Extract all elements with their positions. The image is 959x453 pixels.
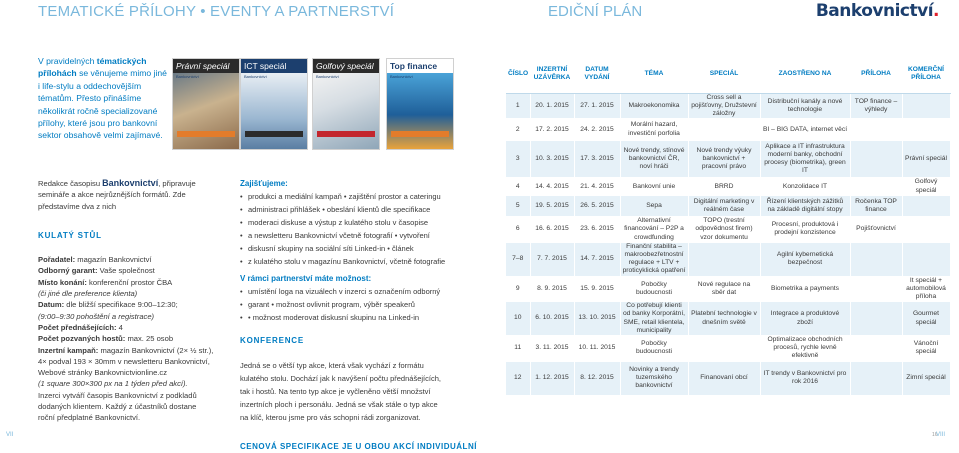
cover-logo: Bankovnictví bbox=[316, 74, 339, 79]
konference-text bbox=[240, 359, 498, 424]
kulaty-stul-row bbox=[38, 378, 228, 389]
partnerstvi-item: • garant • možnost ovlivnit program, výběr speakerů bbox=[240, 298, 498, 311]
table-cell: 3 bbox=[506, 141, 530, 178]
row-text: magazín Bankovnictví (2× ½ str.), bbox=[98, 345, 214, 355]
header-edicni-plan: EDIČNÍ PLÁN bbox=[548, 3, 643, 20]
table-cell: 12 bbox=[506, 361, 530, 395]
table-cell: Ročenka TOP finance bbox=[850, 196, 902, 217]
page-marker-right: VIII bbox=[936, 432, 946, 438]
row-text: 4 bbox=[116, 322, 123, 332]
kulaty-stul-row bbox=[38, 345, 228, 356]
table-cell: Zimní speciál bbox=[902, 361, 950, 395]
table-cell: 9 bbox=[506, 276, 530, 302]
logo bbox=[816, 1, 939, 21]
cover-banner bbox=[177, 131, 235, 137]
table-cell: 17. 3. 2015 bbox=[574, 141, 620, 178]
table-cell: 23. 6. 2015 bbox=[574, 217, 620, 243]
cover-banner bbox=[245, 131, 303, 137]
kulaty-stul-row bbox=[38, 356, 228, 367]
kulaty-stul-row bbox=[38, 288, 228, 299]
table-cell: Finanční stabilita – makroobezřetnostní regulace + LTV + proticyklická opatření bbox=[620, 242, 688, 276]
table-cell: 11 bbox=[506, 335, 530, 361]
partnerstvi-list bbox=[240, 285, 498, 324]
zajistujeme-item: • produkci a mediální kampaň • zajištění prostor a cateringu bbox=[240, 190, 498, 203]
table-cell bbox=[902, 217, 950, 243]
konference-line: Jedná se o větší typ akce, která však vychází z formátu bbox=[240, 361, 424, 370]
table-cell: Novinky a trendy tuzemského bankovnictví bbox=[620, 361, 688, 395]
kulaty-stul-row bbox=[38, 299, 228, 310]
table-cell: Pobočky budoucnosti bbox=[620, 335, 688, 361]
table-cell: BRRD bbox=[688, 178, 760, 196]
cenova-specifikace: CENOVÁ SPECIFIKACE JE U OBOU AKCÍ INDIVIDUÁLNÍ bbox=[240, 442, 477, 451]
editorial-prefix: Redakce časopisu bbox=[38, 179, 103, 188]
table-cell bbox=[902, 93, 950, 119]
table-cell: 17. 2. 2015 bbox=[530, 119, 574, 141]
table-cell: 27. 1. 2015 bbox=[574, 93, 620, 119]
logo-dot: . bbox=[933, 1, 939, 21]
table-cell: Digitální marketing v reálném čase bbox=[688, 196, 760, 217]
offer-section bbox=[240, 178, 498, 453]
row-text: konferenční prostor ČBA bbox=[86, 277, 173, 287]
table-cell bbox=[688, 335, 760, 361]
row-text: roční předplatné Bankovnictví. bbox=[38, 413, 141, 423]
row-label: Místo konání: bbox=[38, 277, 87, 287]
table-cell: 4 bbox=[506, 178, 530, 196]
kulaty-stul-row bbox=[38, 322, 228, 333]
row-text: 4× podval 193 × 30mm v newsletteru Bankovnictví, bbox=[38, 356, 210, 366]
zajistujeme-item: • z kulatého stolu v magazínu Bankovnictví, včetně fotografie bbox=[240, 255, 498, 268]
editorial-suffix: , připravuje semináře a akce nejrůznějších formátů. Zde představíme dva z nich bbox=[38, 179, 196, 211]
konference-heading: KONFERENCE bbox=[240, 336, 305, 345]
table-cell: Nové trendy, stínové bankovnictví ČR, noví hráči bbox=[620, 141, 688, 178]
table-header-cell: PŘÍLOHA bbox=[850, 56, 902, 93]
row-text: Vaše společnost bbox=[97, 266, 155, 276]
kulaty-stul-row bbox=[38, 333, 228, 344]
table-row bbox=[506, 178, 950, 196]
partnerstvi-heading: V rámci partnerství máte možnost: bbox=[240, 274, 372, 283]
zajistujeme-item: • administraci přihlášek • obeslání klientů dle specifikace bbox=[240, 203, 498, 216]
cover-banner bbox=[317, 131, 375, 137]
table-row bbox=[506, 302, 950, 336]
table-header-cell: DATUM VYDÁNÍ bbox=[574, 56, 620, 93]
table-cell: Vánoční speciál bbox=[902, 335, 950, 361]
table-cell bbox=[850, 276, 902, 302]
table-row bbox=[506, 361, 950, 395]
table-cell bbox=[902, 196, 950, 217]
intro-line2: se věnujeme mimo jiné i life-stylu a oddechovějším tématům. Přesto přinášíme několikrát ročně specializované přílohy, které jsou pro bankovní sektor obsahově velmi zajímavé. bbox=[38, 68, 167, 141]
row-text: Webové stránky Bankovnictvionline.cz bbox=[38, 368, 168, 378]
table-header-row bbox=[506, 56, 950, 93]
table-cell: 20. 1. 2015 bbox=[530, 93, 574, 119]
table-row bbox=[506, 119, 950, 141]
intro-bold: tématických přílohách bbox=[38, 56, 147, 79]
cover-title: ICT speciál bbox=[241, 59, 307, 73]
cover-top-finance bbox=[386, 58, 454, 150]
kulaty-stul-row bbox=[38, 412, 228, 423]
row-label: Počet pozvaných hostů: bbox=[38, 334, 126, 344]
cover-logo: Bankovnictví bbox=[390, 74, 413, 79]
table-cell bbox=[688, 242, 760, 276]
row-label: Odborný garant: bbox=[38, 266, 98, 276]
cover-image bbox=[387, 73, 453, 149]
cover-golfovy-special bbox=[312, 58, 380, 150]
table-cell: 1. 12. 2015 bbox=[530, 361, 574, 395]
table-cell: Bankovní unie bbox=[620, 178, 688, 196]
kulaty-stul-row bbox=[38, 401, 228, 412]
table-cell: 14. 7. 2015 bbox=[574, 242, 620, 276]
table-cell: 14. 4. 2015 bbox=[530, 178, 574, 196]
konference-line: kulatého stolu. Dochází jak k navýšení počtu přednášejících, bbox=[240, 374, 441, 383]
kulaty-stul-row bbox=[38, 367, 228, 378]
row-text: (1 square 300×300 px na 1 týden před akcí). bbox=[38, 379, 188, 389]
konference-line: na klíč, kterou jsme pro vás schopni rádi zorganizovat. bbox=[240, 413, 421, 422]
table-header-cell: INZERTNÍ UZÁVĚRKA bbox=[530, 56, 574, 93]
row-label: Inzertní kampaň: bbox=[38, 345, 99, 355]
konference-line: tak i hostů. Na tento typ akce je vyčleněno větší množství bbox=[240, 387, 431, 396]
table-cell: Alternativní financování – P2P a crowdfunding bbox=[620, 217, 688, 243]
table-cell bbox=[902, 242, 950, 276]
kulaty-stul-details bbox=[38, 254, 228, 423]
row-text: magazín Bankovnictví bbox=[75, 255, 152, 265]
row-label: Počet přednášejících: bbox=[38, 322, 117, 332]
row-text: (9:00–9:30 pohoštění a registrace) bbox=[38, 311, 155, 321]
table-row bbox=[506, 242, 950, 276]
row-text: dle bližší specifikace 9:00–12:30; bbox=[64, 300, 178, 310]
table-cell: Biometrika a payments bbox=[760, 276, 850, 302]
table-cell bbox=[902, 119, 950, 141]
table-row bbox=[506, 217, 950, 243]
table-cell: BI – BIG DATA, internet věcí bbox=[760, 119, 850, 141]
row-text: (či jiné dle preference klienta) bbox=[38, 289, 138, 299]
page-marker-left: VII bbox=[6, 432, 14, 438]
table-cell: 8. 12. 2015 bbox=[574, 361, 620, 395]
table-cell: 10. 3. 2015 bbox=[530, 141, 574, 178]
table-cell: Aplikace a IT infrastruktura moderní banky, obchodní procesy (biometrika), green IT bbox=[760, 141, 850, 178]
table-cell: 10. 11. 2015 bbox=[574, 335, 620, 361]
table-cell: 1 bbox=[506, 93, 530, 119]
table-cell bbox=[688, 119, 760, 141]
cover-title: Golfový speciál bbox=[313, 59, 379, 73]
table-cell: IT trendy v Bankovnictví pro rok 2016 bbox=[760, 361, 850, 395]
table-cell: Gourmet speciál bbox=[902, 302, 950, 336]
table-cell bbox=[850, 361, 902, 395]
table-cell bbox=[850, 178, 902, 196]
table-cell: Pojišťovnictví bbox=[850, 217, 902, 243]
table-cell: Řízení klientských zážitků na základě digitální stopy bbox=[760, 196, 850, 217]
table-cell: Cross sell a pojišťovny, Družstevní záložny bbox=[688, 93, 760, 119]
intro-line1: V pravidelných bbox=[38, 56, 95, 66]
kulaty-stul-row bbox=[38, 265, 228, 276]
table-row bbox=[506, 196, 950, 217]
table-cell: 2 bbox=[506, 119, 530, 141]
table-cell: TOP finance – výhledy bbox=[850, 93, 902, 119]
zajistujeme-item: • moderaci diskuse a výstup z kulatého stolu v časopise bbox=[240, 216, 498, 229]
table-cell: 8. 9. 2015 bbox=[530, 276, 574, 302]
kulaty-stul-row bbox=[38, 277, 228, 288]
cover-banner bbox=[391, 131, 449, 137]
table-cell: 6. 10. 2015 bbox=[530, 302, 574, 336]
table-cell: Golfový speciál bbox=[902, 178, 950, 196]
row-text: dodaných klientem. Každý z účastníků dostane bbox=[38, 402, 197, 412]
table-cell: Nové trendy výuky bankovnictví + pracovní právo bbox=[688, 141, 760, 178]
table-cell: 15. 9. 2015 bbox=[574, 276, 620, 302]
kulaty-stul-heading: KULATÝ STŮL bbox=[38, 230, 102, 240]
cover-logo: Bankovnictví bbox=[176, 74, 199, 79]
table-cell: 10 bbox=[506, 302, 530, 336]
cover-pravni-special bbox=[172, 58, 240, 150]
cover-title: Právní speciál bbox=[173, 59, 239, 73]
intro-text bbox=[38, 55, 170, 142]
kulaty-stul-row bbox=[38, 311, 228, 322]
table-header-cell: ČÍSLO bbox=[506, 56, 530, 93]
table-cell: Právní speciál bbox=[902, 141, 950, 178]
table-cell: 26. 5. 2015 bbox=[574, 196, 620, 217]
table-cell: 3. 11. 2015 bbox=[530, 335, 574, 361]
table-cell: Co potřebují klienti od banky Korporátní, SME, retail klientela, municipality bbox=[620, 302, 688, 336]
table-cell: Nové regulace na sběr dat bbox=[688, 276, 760, 302]
table-cell: Integrace a produktové zboží bbox=[760, 302, 850, 336]
table-cell: Sepa bbox=[620, 196, 688, 217]
table-cell bbox=[850, 119, 902, 141]
partnerstvi-item: • umístění loga na vizuálech v inzerci s označením odborný bbox=[240, 285, 498, 298]
table-row bbox=[506, 141, 950, 178]
cover-image bbox=[241, 73, 307, 149]
kulaty-stul-row bbox=[38, 254, 228, 265]
partnerstvi-item: • • možnost moderovat diskusní skupinu na Linked-in bbox=[240, 311, 498, 324]
cover-title: Top finance bbox=[387, 59, 453, 73]
table-cell: 13. 10. 2015 bbox=[574, 302, 620, 336]
row-label: Pořadatel: bbox=[38, 255, 76, 265]
table-cell: Procesní, produktová i prodejní konzistence bbox=[760, 217, 850, 243]
edicni-plan-table bbox=[506, 56, 951, 396]
table-header-cell: ZAOSTŘENO NA bbox=[760, 56, 850, 93]
logo-text: Bankovnictví bbox=[815, 1, 934, 21]
table-cell: TOPO (trestní odpovědnost firem) vzor dokumentu bbox=[688, 217, 760, 243]
zajistujeme-item: • a newsletteru Bankovnictví včetně fotografií • vytvoření bbox=[240, 229, 498, 242]
table-cell: Finanovaní obcí bbox=[688, 361, 760, 395]
cover-image bbox=[173, 73, 239, 149]
table-header-cell: SPECIÁL bbox=[688, 56, 760, 93]
table-cell bbox=[850, 141, 902, 178]
editorial-intro bbox=[38, 178, 228, 212]
table-cell: 24. 2. 2015 bbox=[574, 119, 620, 141]
row-text: max. 25 osob bbox=[125, 334, 174, 344]
table-cell: 7. 7. 2015 bbox=[530, 242, 574, 276]
zajistujeme-heading: Zajišťujeme: bbox=[240, 179, 288, 188]
table-row bbox=[506, 93, 950, 119]
page-number: 16 bbox=[932, 432, 938, 438]
table-cell: 5 bbox=[506, 196, 530, 217]
zajistujeme-list bbox=[240, 190, 498, 268]
konference-line: inzertních ploch i personálu. Jedná se však stále o typ akce bbox=[240, 400, 438, 409]
table-cell: 21. 4. 2015 bbox=[574, 178, 620, 196]
table-cell: Optimalizace obchodních procesů, rychle levně efektivně bbox=[760, 335, 850, 361]
table-header-cell: KOMERČNÍ PŘÍLOHA bbox=[902, 56, 950, 93]
table-cell: 19. 5. 2015 bbox=[530, 196, 574, 217]
table-cell: 7–8 bbox=[506, 242, 530, 276]
header-left-title: TEMATICKÉ PŘÍLOHY • EVENTY A PARTNERSTVÍ bbox=[38, 3, 395, 20]
editorial-brand: Bankovnictví bbox=[102, 178, 159, 188]
table-cell bbox=[850, 242, 902, 276]
table-cell: Agilní kybernetická bezpečnost bbox=[760, 242, 850, 276]
table-cell: Platební technologie v dnešním světě bbox=[688, 302, 760, 336]
cover-ict-special bbox=[240, 58, 308, 150]
zajistujeme-item: • diskusní skupiny na sociální síti Linked-in • článek bbox=[240, 242, 498, 255]
cover-logo: Bankovnictví bbox=[244, 74, 267, 79]
table-row bbox=[506, 335, 950, 361]
kulaty-stul-section bbox=[38, 178, 228, 424]
table-row bbox=[506, 276, 950, 302]
cover-image bbox=[313, 73, 379, 149]
table-cell: Distribuční kanály a nové technologie bbox=[760, 93, 850, 119]
table-cell: Pobočky budoucnosti bbox=[620, 276, 688, 302]
table-cell: Makroekonomika bbox=[620, 93, 688, 119]
table-cell: Morální hazard, investiční porfolia bbox=[620, 119, 688, 141]
table-header-cell: TÉMA bbox=[620, 56, 688, 93]
table-cell: 6 bbox=[506, 217, 530, 243]
table-cell bbox=[850, 302, 902, 336]
row-label: Datum: bbox=[38, 300, 65, 310]
table-cell: Konzolidace IT bbox=[760, 178, 850, 196]
table-cell bbox=[850, 335, 902, 361]
kulaty-stul-row bbox=[38, 390, 228, 401]
table-cell: It speciál + automobilová příloha bbox=[902, 276, 950, 302]
row-text: Inzerci vytváří časopis Bankovnictví z podkladů bbox=[38, 390, 197, 400]
table-cell: 16. 6. 2015 bbox=[530, 217, 574, 243]
